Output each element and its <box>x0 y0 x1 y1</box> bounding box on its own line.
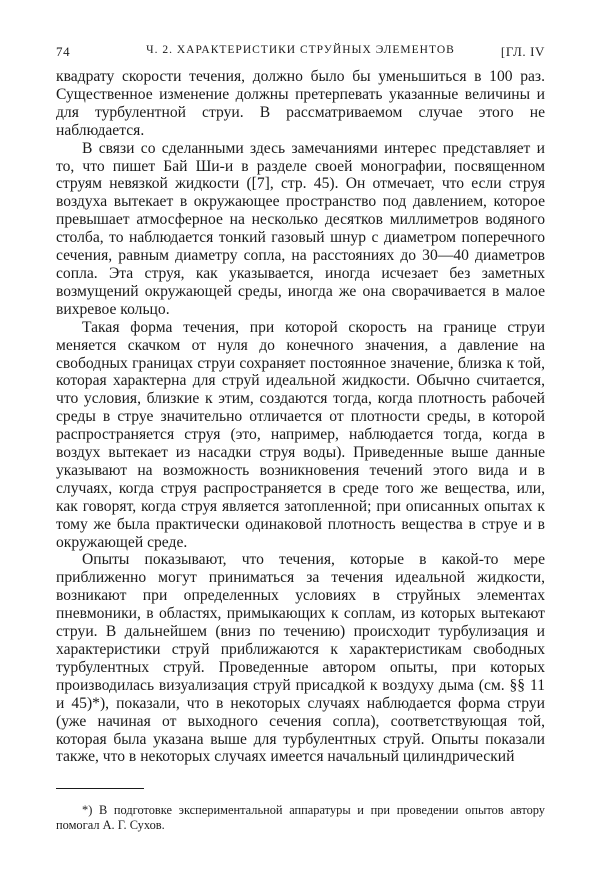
running-head <box>56 44 545 68</box>
paragraph: Опыты показывают, что течения, которые в какой-то мере приближенно могут приниматься за течения идеальной жидкости, возникают при определенных условиях в струйных элементах пневмоники, в областях, примыкающих к соплам, из которых вытекают струи. В дальнейшем (вниз по течению) происходит турбулизация и характеристики струй приближаются к характеристикам свободных турбулентных струй. Проведенные автором опыты, при которых производилась визуализация струй присадкой к воздуху дыма (см. §§ 11 и 45)*), показали, что в некоторых случаях наблюдается форма струи (уже начиная от выходного сечения сопла), соответствующая той, которая была указана выше для турбулентных струй. Опыты показали также, что в некоторых случаях имеется начальный цилиндрический <box>56 551 545 766</box>
chapter-label: [ГЛ. IV <box>500 44 545 59</box>
page-number: 74 <box>56 44 71 59</box>
footnote: *) В подготовке экспериментальной аппаратуры и при проведении опытов автору помогал А. Г. Сухов. <box>56 803 545 833</box>
main-text <box>56 68 545 766</box>
paragraph: Такая форма течения, при которой скорость на границе струи меняется скачком от нуля до конечного значения, а давление на свободных границах струи сохраняет постоянное значение, близка к той, которая характерна для струй идеальной жидкости. Обычно считается, что условия, близкие к этим, создаются тогда, когда плотность рабочей среды в струе значительно отличается от плотности среды, в которой распространяется струя (это, например, наблюдается тогда, когда в воздух вытекает из насадки струя воды). Приведенные выше данные указывают на возможность возникновения течений этого вида и в случаях, когда струя распространяется в среде того же вещества, или, как говорят, когда струя является затопленной; при описанных опытах к тому же была практически одинаковой плотность вещества в струе и в окружающей среде. <box>56 318 545 551</box>
running-title: Ч. 2. ХАРАКТЕРИСТИКИ СТРУЙНЫХ ЭЛЕМЕНТОВ <box>146 44 455 56</box>
footnote-rule <box>56 788 144 789</box>
paragraph-continued: квадрату скорости течения, должно было бы уменьшиться в 100 раз. Существенное изменение должны претерпевать указанные величины и для турбулентной струи. В рассматриваемом случае этого не наблюдается. <box>56 68 545 139</box>
book-page <box>56 44 545 833</box>
paragraph: В связи со сделанными здесь замечаниями интерес представляет и то, что пишет Бай Ши-и в разделе своей монографии, посвященном струям невязкой жидкости ([7], стр. 45). Он отмечает, что если струя воздуха вытекает в окружающее пространство под давлением, которое превышает атмосферное на несколько десятков миллиметров водяного столба, то наблюдается тонкий газовый шнур с диаметром поперечного сечения, равным диаметру сопла, на расстояниях до 30—40 диаметров сопла. Эта струя, как указывается, иногда исчезает без заметных возмущений окружающей среды, иногда же она сворачивается в малое вихревое кольцо. <box>56 139 545 318</box>
